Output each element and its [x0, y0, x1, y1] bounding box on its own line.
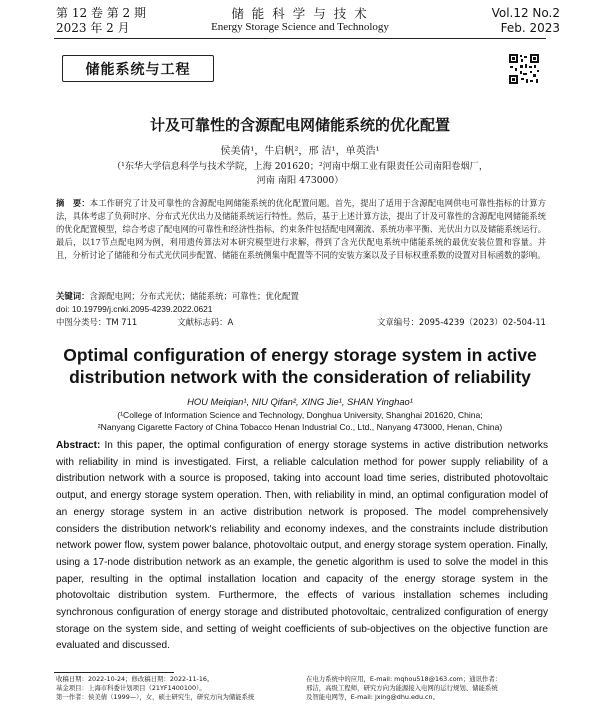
classification-row — [56, 316, 546, 328]
journal-name-en: Energy Storage Science and Technology — [211, 21, 389, 33]
keywords-zh-text: 含源配电网；分布式光伏；储能系统；可靠性；优化配置 — [89, 291, 299, 301]
section-label: 储能系统与工程 — [62, 55, 214, 82]
authors-zh: 侯美倩¹，牛启帆²，邢 洁¹，单英浩¹ — [220, 146, 380, 157]
abstract-en-text: In this paper, the optimal configuration of energy storage systems in active distribution networks with reliability in mind is investigated. First, a reliable calculation method for power supply reliability of a distribution network with a source is proposed, taking into account load time series, distributed photovoltaic output, and energy storage system operation. Then, with reliability in mind, an optimal configuration model of an energy storage system in an active distribution network is proposed. The model comprehensively considers the distribution network's reliability and economy indexes, and the constraints include distribution network power flow, system power balance, photovoltaic output, and energy storage system operation. Finally, using a 17-node distribution network as an example, the genetic algorithm is used to solve the model in this paper, resulting in the optimal installation location and capacity of the energy storage system in the photovoltaic distribution system. Furthermore, the effects of various installation schemes including synchronous configuration of energy storage and distributed photovoltaic, centralized configuration of energy storage on the system side, and setting of weight coefficients of sub-objectives on the objective function are evaluated and discussed. — [56, 440, 548, 652]
abstract-zh-label: 摘 要： — [56, 198, 90, 208]
title-en-line-1: Optimal configuration of energy storage system in active — [63, 345, 537, 365]
article-number: 文章编号：2095-4239（2023）02-504-11 — [377, 317, 546, 327]
fund-info: 基金项目：上海市科委计划项目（21YF1400100）。 — [56, 684, 206, 692]
affiliation-zh-1: （¹东华大学信息科学与技术学院，上海 201620；²河南中烟工业有限责任公司南阳卷烟厂， — [111, 161, 489, 172]
header-rule — [54, 38, 546, 39]
first-author-info: 第一作者：侯美倩（1999—），女，硕士研究生，研究方向为储能系统 — [56, 693, 255, 701]
title-en-line-2: distribution network with the consideration of reliability — [69, 367, 531, 387]
footnote-left — [56, 675, 296, 702]
title-zh: 计及可靠性的含源配电网储能系统的优化配置 — [149, 116, 450, 134]
document-code: 文献标志码：A — [177, 317, 234, 327]
footnote-right-line-3: 及智能电网等，E-mail: jxing@dhu.edu.cn。 — [306, 693, 439, 701]
vol-en: Vol.12 No.2 — [491, 6, 560, 20]
abstract-zh — [56, 197, 546, 287]
affiliation-en-1: (¹College of Information Science and Technology, Donghua University, Shanghai 201620, China; — [117, 410, 483, 420]
abstract-zh-text: 本工作研究了计及可靠性的含源配电网储能系统的优化配置问题。首先，提出了适用于含源配电网供电可靠性指标的计算方法，具体考虑了负荷时序、分布式光伏出力及储能系统运行特性。然后，基于上述计算方法，提出了计及可靠性的含源配电网储能系统的优化配置模型，综合考虑了配电网的可靠性和经济性指标，约束条件包括配电网潮流、系统功率平衡、光伏出力以及储能系统运行。最后，以17节点配电网为例，利用遗传算法对本研究模型进行求解，得到了含光伏配电系统中储能系统的最优安装位置和容量。并且，分析讨论了储能和分布式光伏同步配置、储能在系统侧集中配置等不同的安装方案以及子目标权重系数的设置对目标函数的影响。 — [56, 198, 546, 260]
footnote-rule — [54, 672, 174, 673]
footnote-right-line-2: 邢洁，高级工程师，研究方向为能源接入电网的运行规划、储能系统 — [306, 684, 498, 692]
qr-code-icon — [508, 53, 540, 85]
date-zh: 2023 年 2 月 — [56, 21, 130, 35]
keywords-zh — [56, 290, 546, 302]
doi: doi: 10.19799/j.cnki.2095-4239.2022.0621 — [56, 304, 213, 314]
journal-name-zh: 储 能 科 学 与 技 术 — [231, 6, 369, 21]
footnote-right — [306, 675, 546, 702]
received-date: 收稿日期：2022-10-24；修改稿日期：2022-11-16。 — [56, 675, 214, 683]
issue-zh: 第 12 卷 第 2 期 — [56, 6, 146, 20]
issue-info-en — [492, 6, 560, 36]
authors-en: HOU Meiqian¹, NIU Qifan², XING Jie¹, SHAN Yinghao¹ — [187, 396, 413, 407]
abstract-en — [56, 438, 548, 655]
date-en: Feb. 2023 — [500, 21, 560, 35]
abstract-en-label: Abstract: — [56, 440, 101, 451]
keywords-zh-label: 关键词： — [56, 291, 90, 301]
affiliation-zh-2: 河南 南阳 473000） — [256, 175, 344, 186]
clc-number: 中图分类号：TM 711 — [56, 317, 138, 327]
affiliation-en-2: ²Nanyang Cigarette Factory of China Tobacco Henan Industrial Co., Ltd., Nanyang 473000, Henan, China) — [97, 422, 503, 432]
footnote-right-line-1: 在电力系统中的应用，E-mail: mqhou518@163.com；通讯作者： — [306, 675, 502, 683]
